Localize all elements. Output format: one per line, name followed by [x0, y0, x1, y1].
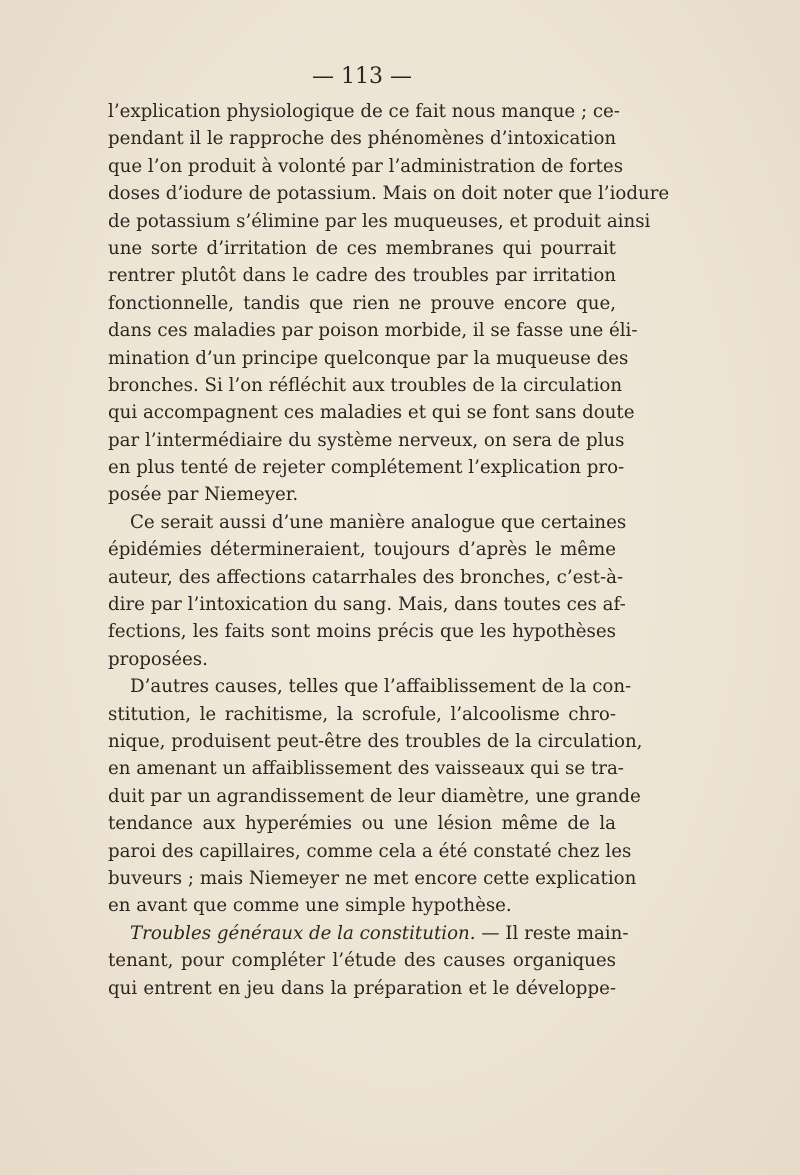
text-line: tenant, pour compléter l’étude des causes organiques	[108, 950, 616, 972]
text-line: l’explication physiologique de ce fait nous manque ; ce-	[108, 101, 620, 122]
text-line: posée par Niemeyer.	[108, 484, 299, 506]
text-line: tendance aux hyperémies ou une lésion même de la	[108, 813, 616, 835]
section-heading-rest: — Il reste main-	[475, 922, 629, 944]
section-heading-line	[108, 920, 629, 947]
text-line: pendant il le rapproche des phénomènes d’intoxication	[108, 128, 617, 150]
text-line: proposées.	[108, 648, 208, 670]
text-line: fections, les faits sont moins précis que les hypothèses	[108, 621, 616, 643]
text-line: qui accompagnent ces maladies et qui se font sans doute	[108, 402, 635, 424]
text-line: auteur, des affections catarrhales des bronches, c’est-à-	[108, 566, 624, 588]
text-line: épidémies détermineraient, toujours d’après le même	[108, 539, 616, 561]
text-line: stitution, le rachitisme, la scrofule, l’alcoolisme chro-	[108, 703, 616, 725]
text-line: fonctionnelle, tandis que rien ne prouve encore que,	[108, 292, 616, 314]
text-line: en plus tenté de rejeter complétement l’explication pro-	[108, 457, 625, 479]
text-line: par l’intermédiaire du système nerveux, on sera de plus	[108, 429, 625, 451]
text-line: en avant que comme une simple hypothèse.	[108, 895, 512, 917]
page-number: — 113 —	[312, 64, 412, 89]
section-heading-italic: Troubles généraux de la constitution.	[130, 922, 476, 944]
text-line: en amenant un affaiblissement des vaisseaux qui se tra-	[108, 758, 624, 780]
text-line: dire par l’intoxication du sang. Mais, dans toutes ces af-	[108, 594, 626, 616]
text-line: D’autres causes, telles que l’affaiblissement de la con-	[130, 676, 632, 698]
text-line: dans ces maladies par poison morbide, il se fasse une éli-	[108, 320, 638, 342]
text-line: une sorte d’irritation de ces membranes qui pourrait	[108, 237, 616, 259]
text-line: doses d’iodure de potassium. Mais on doit noter que l’iodure	[108, 183, 670, 205]
text-line: bronches. Si l’on réfléchit aux troubles de la circulation	[108, 374, 623, 396]
text-line: nique, produisent peut-être des troubles de la circulation,	[108, 730, 643, 752]
text-line: Ce serait aussi d’une manière analogue que certaines	[130, 511, 627, 533]
text-line: paroi des capillaires, comme cela a été constaté chez les	[108, 840, 632, 862]
text-line: buveurs ; mais Niemeyer ne met encore cette explication	[108, 867, 637, 889]
text-line: duit par un agrandissement de leur diamètre, une grande	[108, 785, 641, 807]
text-line: mination d’un principe quelconque par la muqueuse des	[108, 347, 629, 369]
text-line: de potassium s’élimine par les muqueuses, et produit ainsi	[108, 210, 651, 232]
text-line: qui entrent en jeu dans la préparation et le développe-	[108, 977, 616, 999]
text-line: que l’on produit à volonté par l’administration de fortes	[108, 155, 624, 177]
text-line: rentrer plutôt dans le cadre des troubles par irritation	[108, 265, 616, 287]
body-text	[108, 98, 670, 1002]
